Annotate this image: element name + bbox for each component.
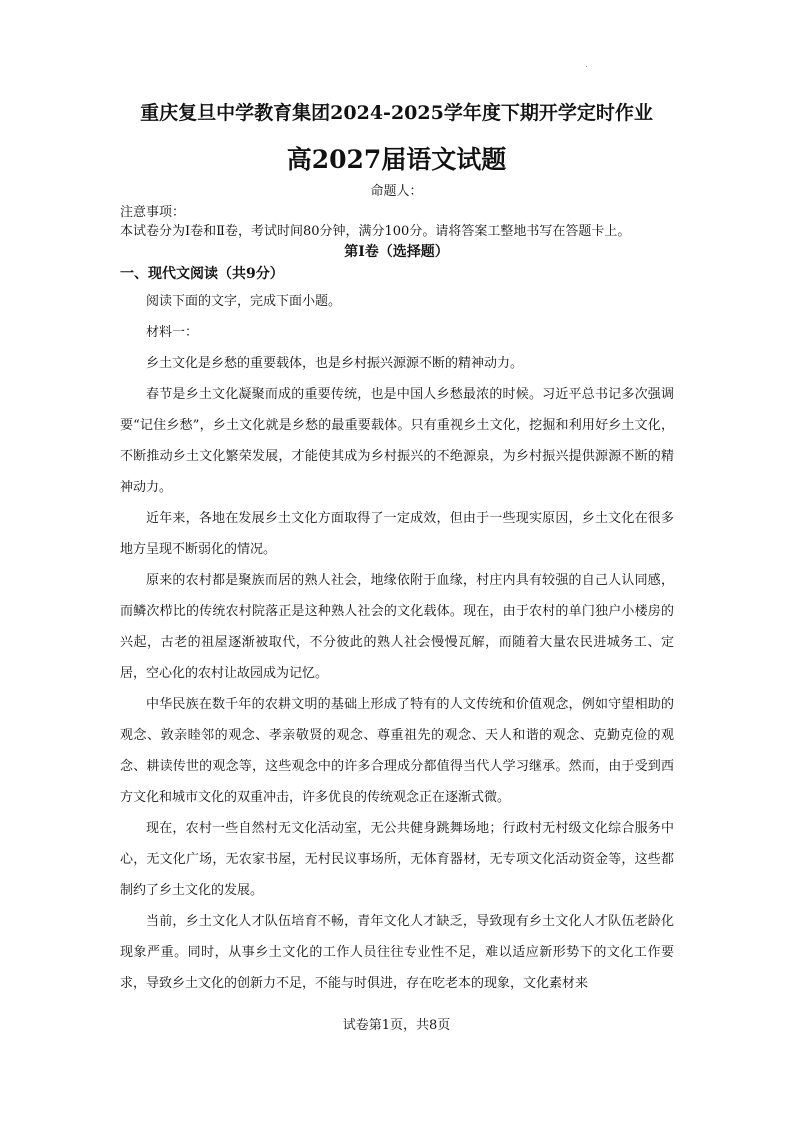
reading-passage xyxy=(120,286,674,999)
author-label: 命题人： xyxy=(370,184,423,199)
passage-paragraph: 现在，农村一些自然村无文化活动室，无公共健身跳舞场地；行政村无村级文化综合服务中心，无文化广场，无农家书屋，无村民议事场所，无体育器材，无专项文化活动资金等，这些都制约了乡土文化的发展。 xyxy=(120,821,674,898)
passage-paragraph: 原来的农村都是聚族而居的熟人社会，地缘依附于血缘，村庄内具有较强的自己人认同感，而鳞次栉比的传统农村院落正是这种熟人社会的文化载体。现在，由于农村的单门独户小楼房的兴起，古老的祖屋逐渐被取代，不分彼此的熟人社会慢慢瓦解，而随着大量农民进城务工、定居，空心化的农村让故园成为记忆。 xyxy=(120,573,674,681)
volume-title: 第Ⅰ卷（选择题） xyxy=(344,244,449,260)
exam-title: 高2027届语文试题 xyxy=(286,145,507,174)
notes-label: 注意事项： xyxy=(120,205,186,220)
passage-paragraph: 近年来，各地在发展乡土文化方面取得了一定成效，但由于一些现实原因，乡土文化在很多地方呈现不断弱化的情况。 xyxy=(120,511,674,557)
passage-paragraph: 当前，乡土文化人才队伍培育不畅，青年文化人才缺乏，导致现有乡土文化人才队伍老龄化现象严重。同时，从事乡土文化的工作人员往往专业性不足，难以适应新形势下的文化工作要求，导致乡土文化的创新力不足，不能与时俱进，存在吃老本的现象，文化素材来 xyxy=(120,914,674,991)
page-footer: 试卷第1页，共8页 xyxy=(342,1018,451,1033)
passage-paragraph: 乡土文化是乡愁的重要载体，也是乡村振兴源源不断的精神动力。 xyxy=(146,356,524,371)
passage-paragraph: 春节是乡土文化凝聚而成的重要传统，也是中国人乡愁最浓的时候。习近平总书记多次强调要“记住乡愁”，乡土文化就是乡愁的最重要载体。只有重视乡土文化，挖掘和利用好乡土文化，不断推动乡土文化繁荣发展，才能使其成为乡村振兴的不绝源泉，为乡村振兴提供源源不断的精神动力。 xyxy=(120,387,674,495)
section-title: 一、现代文阅读（共9分） xyxy=(120,266,284,282)
scan-speck xyxy=(586,66,587,67)
notes-text: 本试卷分为Ⅰ卷和Ⅱ卷，考试时间80分钟，满分100分。请将答案工整地书写在答题卡上。 xyxy=(120,224,631,239)
school-title: 重庆复旦中学教育集团2024-2025学年度下期开学定时作业 xyxy=(140,102,653,124)
instruction-paragraph: 阅读下面的文字，完成下面小题。 xyxy=(146,294,342,309)
material-label: 材料一： xyxy=(146,325,199,340)
passage-paragraph: 中华民族在数千年的农耕文明的基础上形成了特有的人文传统和价值观念，例如守望相助的观念、敦亲睦邻的观念、孝亲敬贤的观念、尊重祖先的观念、天人和谐的观念、克勤克俭的观念、耕读传世的观念等，这些观念中的许多合理成分都值得当代人学习继承。然而，由于受到西方文化和城市文化的双重冲击，许多优良的传统观念正在逐渐式微。 xyxy=(120,697,674,805)
